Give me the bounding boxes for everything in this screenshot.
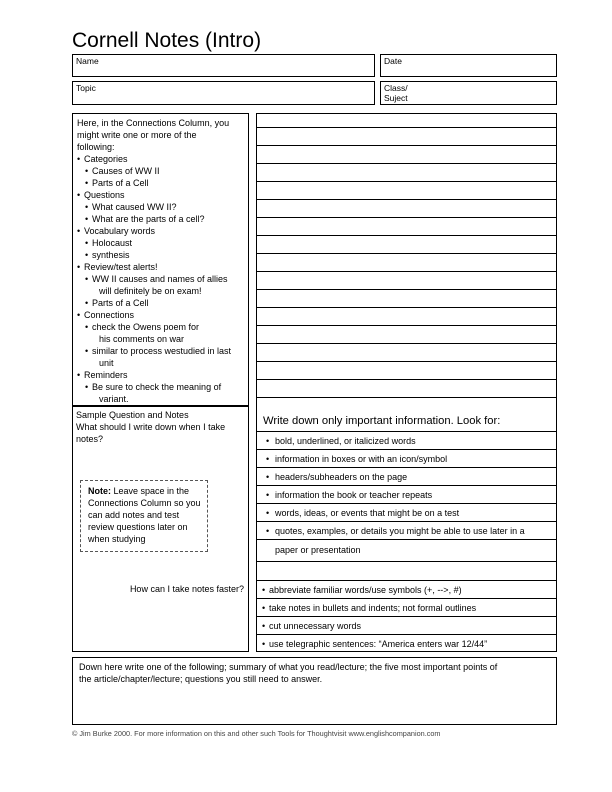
look-for-item: quotes, examples, or details you might be able to use later in a bbox=[275, 526, 525, 536]
look-for-row: • bold, underlined, or italicized words bbox=[257, 431, 556, 450]
class-label-line-1: Class/ bbox=[384, 83, 408, 93]
faster-row: • use telegraphic sentences: “America enters war 12/44” bbox=[257, 634, 556, 653]
name-field[interactable] bbox=[72, 54, 375, 77]
summary-line-2: the article/chapter/lecture; questions you still need to answer. bbox=[79, 674, 323, 684]
connections-category: • Questions bbox=[77, 189, 247, 201]
look-for-item: information in boxes or with an icon/symbol bbox=[275, 454, 448, 464]
summary-line-1: Down here write one of the following; summary of what you read/lecture; the five most important points of bbox=[79, 662, 498, 672]
look-for-item: words, ideas, or events that might be on a test bbox=[275, 508, 460, 518]
look-for-item: headers/subheaders on the page bbox=[275, 472, 408, 482]
connections-subitem: • check the Owens poem for bbox=[77, 321, 247, 333]
sample-question-box[interactable] bbox=[72, 406, 249, 652]
summary-box[interactable] bbox=[72, 657, 557, 725]
class-subject-field[interactable] bbox=[380, 81, 557, 105]
date-label: Date bbox=[384, 56, 402, 66]
ruled-line bbox=[257, 271, 556, 272]
note-line-5: when studying bbox=[88, 534, 146, 544]
connections-category: • Review/test alerts! bbox=[77, 261, 247, 273]
faster-row: • take notes in bullets and indents; not formal outlines bbox=[257, 598, 556, 617]
faster-item: use telegraphic sentences: “America enters war 12/44” bbox=[269, 639, 488, 649]
connections-intro-line-2: might write one or more of the bbox=[77, 130, 197, 140]
connections-category: • Categories bbox=[77, 153, 247, 165]
sample-heading: Sample Question and Notes bbox=[76, 410, 189, 420]
connections-subitem: • Be sure to check the meaning of bbox=[77, 381, 247, 393]
faster-item: abbreviate familiar words/use symbols (+, -->, #) bbox=[269, 585, 462, 595]
connections-intro-line-3: following: bbox=[77, 142, 115, 152]
sample-question-line-2: notes? bbox=[76, 434, 104, 444]
connections-subitem: will definitely be on exam! bbox=[99, 286, 202, 296]
connections-subitem: • What caused WW II? bbox=[77, 201, 247, 213]
look-for-row-continued bbox=[257, 539, 556, 562]
faster-row: • abbreviate familiar words/use symbols (+, -->, #) bbox=[257, 580, 556, 599]
blank-row bbox=[257, 561, 556, 580]
connections-category: • Reminders bbox=[77, 369, 247, 381]
note-bold-label: Note: bbox=[88, 486, 111, 496]
look-for-item-continued: paper or presentation bbox=[275, 545, 361, 555]
topic-field[interactable] bbox=[72, 81, 375, 105]
look-for-row: • words, ideas, or events that might be on a test bbox=[257, 503, 556, 522]
ruled-line bbox=[257, 199, 556, 200]
ruled-line bbox=[257, 379, 556, 380]
date-field[interactable] bbox=[380, 54, 557, 77]
connections-subitem: • Causes of WW II bbox=[77, 165, 247, 177]
note-line-1: Leave space in the bbox=[111, 486, 190, 496]
look-for-row: • information the book or teacher repeats bbox=[257, 485, 556, 504]
ruled-line bbox=[257, 325, 556, 326]
faster-item: take notes in bullets and indents; not formal outlines bbox=[269, 603, 477, 613]
connections-column-box[interactable] bbox=[72, 113, 249, 406]
sample-question-text bbox=[76, 409, 248, 445]
ruled-line bbox=[257, 361, 556, 362]
look-for-row: • information in boxes or with an icon/symbol bbox=[257, 449, 556, 468]
ruled-line bbox=[257, 235, 556, 236]
connections-subitem: • Parts of a Cell bbox=[77, 177, 247, 189]
connections-subitem: • similar to process westudied in last bbox=[77, 345, 247, 357]
name-label: Name bbox=[76, 56, 99, 66]
ruled-line bbox=[257, 217, 556, 218]
connections-subitem: • Parts of a Cell bbox=[77, 297, 247, 309]
faster-item: cut unnecessary words bbox=[269, 621, 362, 631]
look-for-item: bold, underlined, or italicized words bbox=[275, 436, 416, 446]
connections-subitem: • WW II causes and names of allies bbox=[77, 273, 247, 285]
connections-list bbox=[77, 153, 247, 405]
ruled-line bbox=[257, 145, 556, 146]
notes-column-box[interactable] bbox=[256, 113, 557, 652]
connections-category: • Connections bbox=[77, 309, 247, 321]
page-title: Cornell Notes (Intro) bbox=[72, 29, 262, 52]
class-label-line-2: Suject bbox=[384, 93, 408, 103]
connections-subitem: unit bbox=[99, 358, 114, 368]
notes-heading: Write down only important information. Look for: bbox=[263, 415, 501, 427]
note-line-2: Connections Column so you bbox=[88, 498, 201, 508]
connections-subitem: his comments on war bbox=[99, 334, 185, 344]
connections-category: • Vocabulary words bbox=[77, 225, 247, 237]
summary-instructions bbox=[79, 661, 557, 685]
note-line-4: review questions later on bbox=[88, 522, 188, 532]
faster-question: How can I take notes faster? bbox=[129, 584, 244, 594]
connections-intro bbox=[77, 117, 247, 405]
sample-question-line-1: What should I write down when I take bbox=[76, 422, 226, 432]
ruled-line bbox=[257, 307, 556, 308]
ruled-line bbox=[257, 397, 556, 398]
ruled-line bbox=[257, 163, 556, 164]
ruled-line bbox=[257, 127, 556, 128]
note-line-3: can add notes and test bbox=[88, 510, 180, 520]
note-callout bbox=[80, 480, 208, 552]
look-for-item: information the book or teacher repeats bbox=[275, 490, 433, 500]
connections-intro-line-1: Here, in the Connections Column, you bbox=[77, 118, 230, 128]
ruled-line bbox=[257, 289, 556, 290]
ruled-line bbox=[257, 343, 556, 344]
look-for-row: • quotes, examples, or details you might be able to use later in a bbox=[257, 521, 556, 540]
connections-subitem: • Holocaust bbox=[77, 237, 247, 249]
class-subject-label bbox=[384, 83, 408, 103]
note-callout-text bbox=[88, 485, 208, 545]
connections-subitem: • What are the parts of a cell? bbox=[77, 213, 247, 225]
connections-subitem: • synthesis bbox=[77, 249, 247, 261]
copyright-footer: © Jim Burke 2000. For more information on this and other such Tools for Thoughtvisit www.englishcompanion.com bbox=[72, 729, 441, 738]
topic-label: Topic bbox=[76, 83, 96, 93]
ruled-line bbox=[257, 253, 556, 254]
connections-subitem: variant. bbox=[99, 394, 129, 404]
faster-row: • cut unnecessary words bbox=[257, 616, 556, 635]
ruled-line bbox=[257, 181, 556, 182]
look-for-row: • headers/subheaders on the page bbox=[257, 467, 556, 486]
